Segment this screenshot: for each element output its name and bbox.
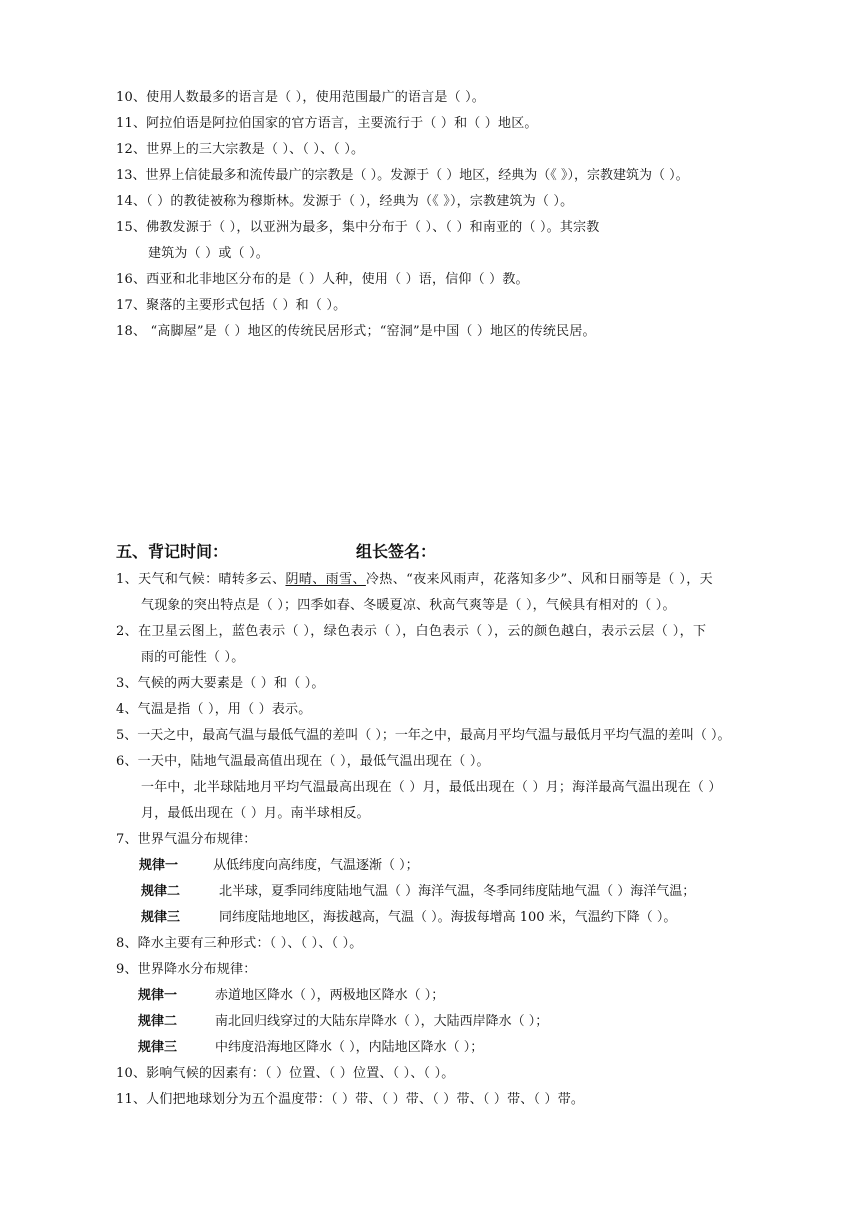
s5-q1-underlined: 阴晴、雨雪、 xyxy=(285,572,366,587)
question-12: 12、世界上的三大宗教是（ ）、（ ）、（ ）。 xyxy=(116,142,365,157)
s5-question-6-line-3: 月，最低出现在（ ）月。南半球相反。 xyxy=(141,806,370,821)
q7-rule-3-text: 同纬度陆地地区，海拔越高，气温（ ）。海拔每增高 100 米，气温约下降（ ）。 xyxy=(219,910,677,925)
signature-label: 组长签名： xyxy=(356,542,437,561)
s5-question-3: 3、气候的两大要素是（ ）和（ ）。 xyxy=(116,676,325,691)
q9-rule-2-text: 南北回归线穿过的大陆东岸降水（ ），大陆西岸降水（ ）； xyxy=(215,1014,549,1029)
s5-question-1-continued: 气现象的突出特点是（ ）；四季如春、冬暖夏凉、秋高气爽等是（ ），气候具有相对的（ ）。 xyxy=(141,598,676,613)
s5-question-8: 8、降水主要有三种形式：（ ）、（ ）、（ ）。 xyxy=(116,936,363,951)
s5-question-1 xyxy=(116,571,713,589)
s5-question-11: 11、人们把地球划分为五个温度带：（ ）带、（ ）带、（ ）带、（ ）带、（ ）带。 xyxy=(116,1092,585,1107)
question-10: 10、使用人数最多的语言是（ ），使用范围最广的语言是（ ）。 xyxy=(116,90,486,105)
s5-q1-suffix: 冷热、“夜来风雨声，花落知多少”、风和日丽等是（ ），天 xyxy=(365,572,714,587)
question-18: 18、 “高脚屋”是（ ）地区的传统民居形式；“窑洞”是中国（ ）地区的传统民居。 xyxy=(116,324,596,339)
q7-rule-1-label: 规律一 xyxy=(139,858,179,873)
section-heading: 五、背记时间： xyxy=(116,542,229,561)
q9-rule-3-text: 中纬度沿海地区降水（ ），内陆地区降水（ ）； xyxy=(215,1040,484,1055)
question-15-continued: 建筑为（ ）或（ ）。 xyxy=(148,246,269,261)
question-11: 11、阿拉伯语是阿拉伯国家的官方语言，主要流行于（ ）和（ ）地区。 xyxy=(116,116,538,131)
q7-rule-2-label: 规律二 xyxy=(141,884,181,899)
question-13: 13、世界上信徒最多和流传最广的宗教是（ ）。发源于（ ）地区，经典为（《 》），宗教建筑为（ ）。 xyxy=(116,168,689,183)
s5-question-6-line-2: 一年中，北半球陆地月平均气温最高出现在（ ）月，最低出现在（ ）月；海洋最高气温出现在（ ） xyxy=(141,780,722,795)
s5-q1-prefix: 1、天气和气候：晴转多云、 xyxy=(116,572,286,587)
q7-rule-2-text: 北半球，夏季同纬度陆地气温（ ）海洋气温，冬季同纬度陆地气温（ ）海洋气温； xyxy=(219,884,696,899)
question-17: 17、聚落的主要形式包括（ ）和（ ）。 xyxy=(116,298,347,313)
s5-question-9: 9、世界降水分布规律： xyxy=(116,962,257,977)
s5-question-7: 7、世界气温分布规律： xyxy=(116,832,257,847)
question-16: 16、西亚和北非地区分布的是（ ）人种，使用（ ）语，信仰（ ）教。 xyxy=(116,272,529,287)
q9-rule-1-text: 赤道地区降水（ ），两极地区降水（ ）； xyxy=(215,988,445,1003)
s5-question-10: 10、影响气候的因素有：（ ）位置、（ ）位置、（ ）、（ ）。 xyxy=(116,1066,455,1081)
q9-rule-2-label: 规律二 xyxy=(138,1014,178,1029)
q7-rule-3-label: 规律三 xyxy=(141,910,181,925)
question-14: 14、（ ）的教徒被称为穆斯林。发源于（ ），经典为（《 》），宗教建筑为（ ）。 xyxy=(116,194,574,209)
q9-rule-1-label: 规律一 xyxy=(138,988,178,1003)
s5-question-5: 5、一天之中，最高气温与最低气温的差叫（ ）；一年之中，最高月平均气温与最低月平均气温的差叫（ ）。 xyxy=(116,728,731,743)
s5-question-6: 6、一天中，陆地气温最高值出现在（ ），最低气温出现在（ ）。 xyxy=(116,754,490,769)
q9-rule-3-label: 规律三 xyxy=(138,1040,178,1055)
s5-question-2-continued: 雨的可能性（ ）。 xyxy=(141,650,245,665)
question-15: 15、佛教发源于（ ），以亚洲为最多，集中分布于（ ）、（ ）和南亚的（ ）。其宗教 xyxy=(116,220,600,235)
q7-rule-1-text: 从低纬度向高纬度，气温逐渐（ ）； xyxy=(213,858,419,873)
s5-question-4: 4、气温是指（ ），用（ ）表示。 xyxy=(116,702,312,717)
s5-question-2: 2、在卫星云图上，蓝色表示（ ），绿色表示（ ），白色表示（ ），云的颜色越白，表示云层（ ），下 xyxy=(116,624,707,639)
